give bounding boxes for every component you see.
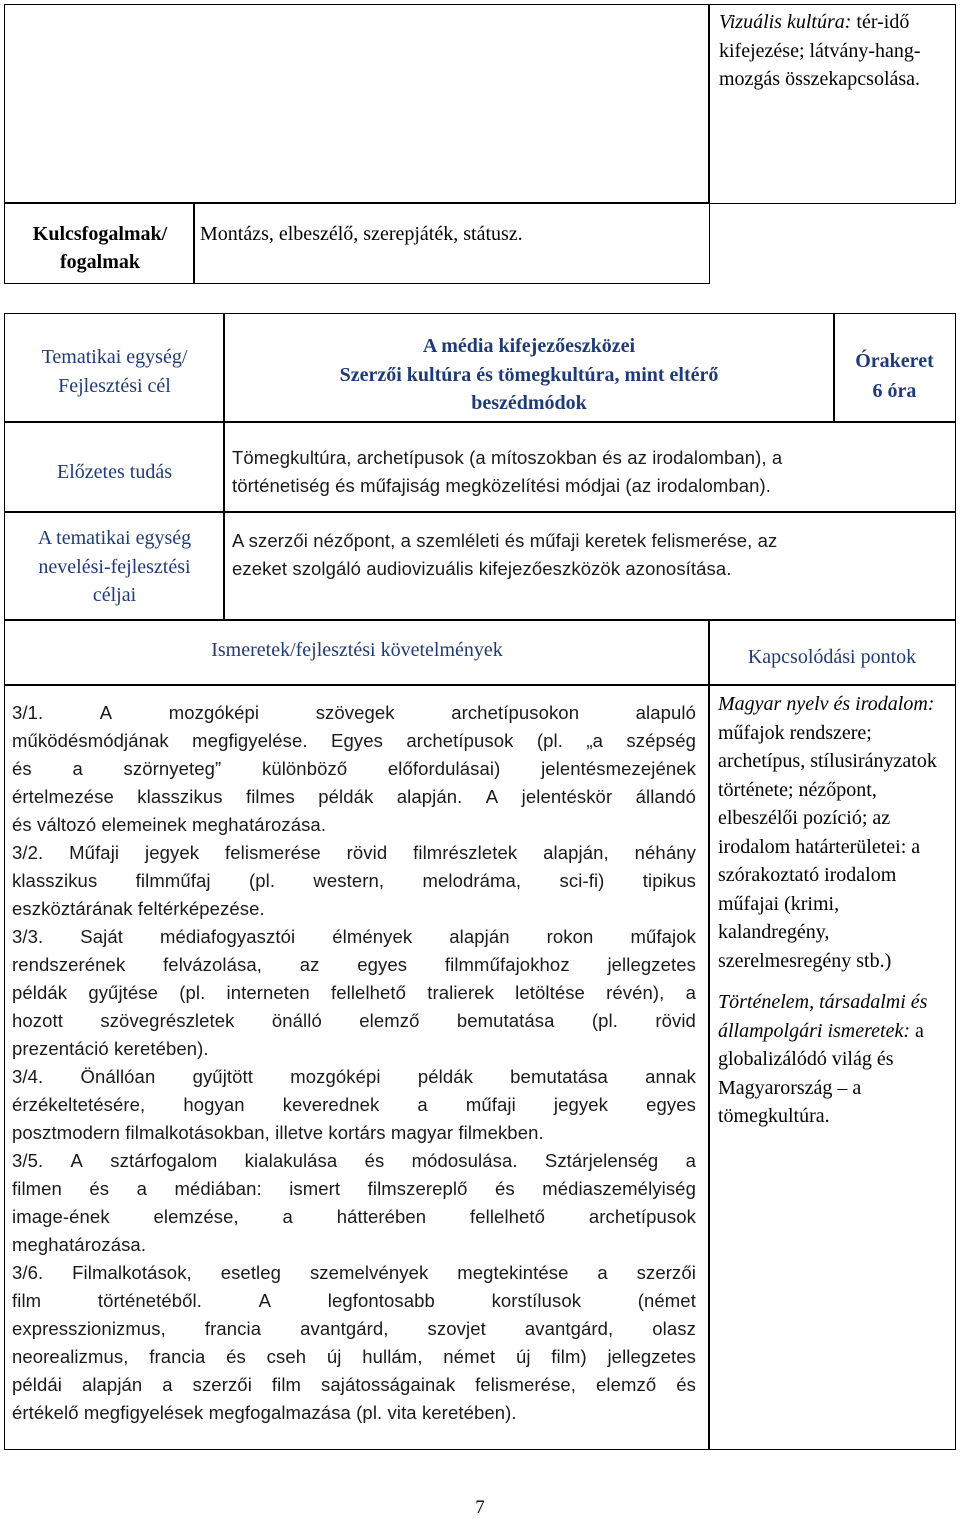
prior-label: Előzetes tudás: [57, 461, 172, 483]
prior-line2: történetiség és műfajiság megközelítési módjai (az irodalomban).: [232, 475, 772, 496]
requirement-line: filmen és a médiában: ismert filmszereplő és médiaszemélyiség: [12, 1178, 696, 1199]
ismeretek-header: Ismeretek/fejlesztési követelmények: [211, 639, 503, 661]
orakeret-label: Órakeret: [855, 350, 934, 372]
requirement-line: 3/6. Filmalkotások, esetleg szemelvények megtekintése a szerzői: [12, 1262, 696, 1283]
unit-title-line2: Szerzői kultúra és tömegkultúra, mint eltérő: [339, 363, 719, 386]
goals-line2: ezeket szolgáló audiovizuális kifejezőeszközök azonosítása.: [232, 558, 732, 579]
requirement-line: expresszionizmus, francia avantgárd, szovjet avantgárd, olasz: [12, 1318, 696, 1339]
connection-history-subject: Történelem, társadalmi és állampolgári ismeretek:: [718, 991, 928, 1042]
header-label: [8, 343, 221, 400]
requirement-line: prezentáció keretében).: [12, 1038, 209, 1059]
requirement-line: értelmezése klasszikus filmes példák alapján. A jelentéskör állandó: [12, 786, 696, 807]
requirement-line: érzékeltetésére, hogyan keverednek a műfaji jegyek egyes: [12, 1094, 696, 1115]
unit-title: [227, 332, 831, 418]
requirement-line: neorealizmus, francia és cseh új hullám, német új film) jellegzetes: [12, 1346, 696, 1367]
requirement-line: film történetéből. A legfontosabb korstílusok (német: [12, 1290, 696, 1311]
goals-label-line3: céljai: [92, 584, 137, 606]
visual-culture-rest: tér-idő kifejezése; látvány-hang-mozgás összekapcsolása.: [719, 11, 921, 90]
visual-culture-text: [719, 8, 951, 94]
kulcs-label: Kulcsfogalmak/ fogalmak: [32, 223, 168, 273]
connection-hungarian: [718, 690, 948, 975]
goals-label-line1: A tematikai egység: [37, 527, 192, 549]
unit-title-line1: A média kifejezőeszközei: [422, 335, 636, 357]
header-label-line2: Fejlesztési cél: [58, 374, 171, 397]
requirement-line: példái alapján a szerzői film sajátosságainak felismerése, elemző és: [12, 1374, 696, 1395]
requirement-line: 3/2. Műfaji jegyek felismerése rövid filmrészletek alapján, néhány: [12, 842, 696, 863]
requirements-text: [12, 699, 696, 1427]
page-number: 7: [475, 1497, 485, 1518]
goals-text: [232, 527, 947, 583]
requirement-line: 3/1. A mozgóképi szövegek archetípusokon alapuló: [12, 702, 696, 723]
requirement-line: 3/5. A sztárfogalom kialakulása és módosulása. Sztárjelenség a: [12, 1150, 696, 1171]
header-label-line1: Tematikai egység/: [41, 346, 188, 368]
kulcs-value: Montázs, elbeszélő, szerepjáték, státusz.: [200, 223, 523, 245]
requirement-line: működésmódjának megfigyelése. Egyes archetípusok (pl. „a szépség: [12, 730, 696, 751]
unit-title-line3: beszédmódok: [471, 392, 587, 414]
goals-line1: A szerzői nézőpont, a szemléleti és műfaji keretek felismerése, az: [232, 530, 778, 551]
kapcsolodasi-header: Kapcsolódási pontok: [747, 646, 917, 668]
requirement-line: image-ének elemzése, a hátterében fellelhető archetípusok: [12, 1206, 696, 1227]
connection-history-topics: a globalizálódó világ és Magyarország – a tömegkultúra.: [718, 1019, 924, 1127]
connections-text: [718, 690, 948, 1131]
connection-hungarian-topics: műfajok rendszere; archetípus, stílusirányzatok története; nézőpont, elbeszélői pozíció; az irodalom határterületei: a szórakoztató irodalom műfajai (krimi, kalandregény, szerelmesregény stb.): [718, 721, 937, 972]
connection-history: [718, 988, 948, 1131]
prior-line1: Tömegkultúra, archetípusok (a mítoszokban és az irodalomban), a: [232, 447, 783, 468]
hours-value: 6 óra: [872, 380, 917, 402]
visual-culture-label: Vizuális kultúra:: [719, 11, 852, 33]
requirement-line: posztmodern filmalkotásokban, illetve kortárs magyar filmekben.: [12, 1122, 544, 1143]
requirement-line: rendszerének felvázolása, az egyes filmműfajokhoz jellegzetes: [12, 954, 696, 975]
hours-block: [837, 346, 952, 406]
requirement-line: és változó elemeinek meghatározása.: [12, 814, 327, 835]
requirement-line: példák gyűjtése (pl. interneten fellelhető tralierek letöltése révén), a: [12, 982, 696, 1003]
goals-label: [8, 524, 221, 610]
requirement-line: értékelő megfigyelések megfogalmazása (pl. vita keretében).: [12, 1402, 517, 1423]
requirement-line: 3/4. Önállóan gyűjtött mozgóképi példák bemutatása annak: [12, 1066, 696, 1087]
goals-label-line2: nevelési-fejlesztési: [38, 555, 191, 578]
requirement-line: és a szörnyeteg” különböző előfordulásai) jelentésmezejének: [12, 758, 696, 779]
requirement-line: eszköztárának feltérképezése.: [12, 898, 265, 919]
prior-text: [232, 444, 947, 500]
requirement-line: 3/3. Saját médiafogyasztói élmények alapján rokon műfajok: [12, 926, 696, 947]
requirement-line: meghatározása.: [12, 1234, 147, 1255]
connection-hungarian-subject: Magyar nyelv és irodalom:: [718, 693, 935, 715]
top-left-cell: [4, 4, 710, 204]
requirement-line: klasszikus filmműfaj (pl. western, melodráma, sci-fi) tipikus: [12, 870, 696, 891]
requirement-line: hozott szövegrészletek önálló elemző bemutatása (pl. rövid: [12, 1010, 696, 1031]
